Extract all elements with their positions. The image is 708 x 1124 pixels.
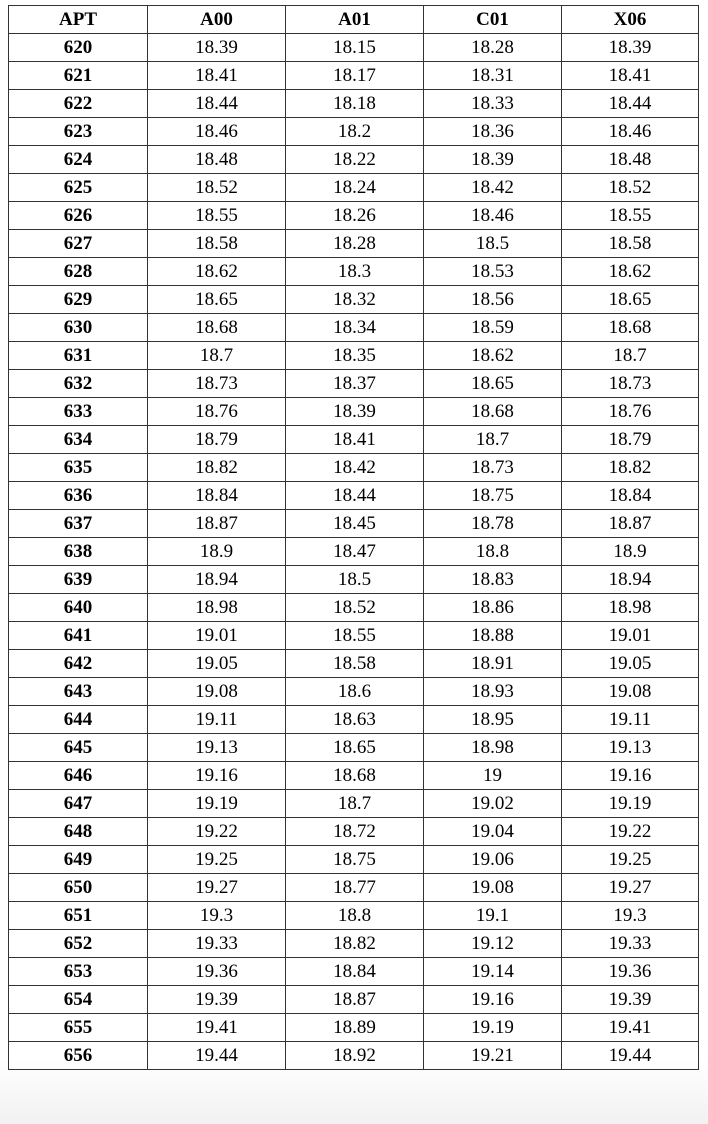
cell-x06: 19.08: [562, 678, 699, 706]
cell-a00: 19.08: [148, 678, 286, 706]
cell-x06: 18.62: [562, 258, 699, 286]
cell-a00: 18.55: [148, 202, 286, 230]
cell-x06: 19.33: [562, 930, 699, 958]
cell-apt: 644: [9, 706, 148, 734]
cell-a01: 18.28: [286, 230, 424, 258]
cell-apt: 620: [9, 34, 148, 62]
cell-apt: 641: [9, 622, 148, 650]
cell-a00: 18.9: [148, 538, 286, 566]
cell-apt: 640: [9, 594, 148, 622]
cell-a01: 18.2: [286, 118, 424, 146]
cell-a01: 18.3: [286, 258, 424, 286]
cell-a00: 19.25: [148, 846, 286, 874]
table-row: [9, 174, 699, 202]
header-row: [9, 6, 699, 34]
cell-x06: 18.65: [562, 286, 699, 314]
table-row: [9, 202, 699, 230]
cell-a01: 18.58: [286, 650, 424, 678]
table-row: [9, 230, 699, 258]
cell-c01: 18.91: [424, 650, 562, 678]
cell-a01: 18.5: [286, 566, 424, 594]
cell-a01: 18.68: [286, 762, 424, 790]
cell-a00: 19.19: [148, 790, 286, 818]
cell-x06: 19.01: [562, 622, 699, 650]
table-header: [9, 6, 699, 34]
cell-x06: 19.44: [562, 1042, 699, 1070]
cell-apt: 647: [9, 790, 148, 818]
cell-x06: 18.76: [562, 398, 699, 426]
cell-apt: 638: [9, 538, 148, 566]
cell-x06: 19.05: [562, 650, 699, 678]
cell-c01: 18.98: [424, 734, 562, 762]
table-row: [9, 146, 699, 174]
cell-apt: 655: [9, 1014, 148, 1042]
cell-apt: 630: [9, 314, 148, 342]
cell-a01: 18.47: [286, 538, 424, 566]
cell-apt: 628: [9, 258, 148, 286]
cell-apt: 654: [9, 986, 148, 1014]
cell-a00: 19.01: [148, 622, 286, 650]
table-row: [9, 874, 699, 902]
cell-a01: 18.6: [286, 678, 424, 706]
cell-apt: 649: [9, 846, 148, 874]
header-apt: APT: [9, 6, 148, 34]
cell-apt: 645: [9, 734, 148, 762]
table-row: [9, 678, 699, 706]
cell-apt: 656: [9, 1042, 148, 1070]
table-row: [9, 62, 699, 90]
table-row: [9, 818, 699, 846]
cell-x06: 19.3: [562, 902, 699, 930]
cell-x06: 18.55: [562, 202, 699, 230]
cell-a00: 18.79: [148, 426, 286, 454]
cell-a00: 19.3: [148, 902, 286, 930]
cell-a01: 18.17: [286, 62, 424, 90]
table-row: [9, 426, 699, 454]
cell-a01: 18.39: [286, 398, 424, 426]
cell-a01: 18.63: [286, 706, 424, 734]
cell-c01: 18.31: [424, 62, 562, 90]
cell-x06: 19.25: [562, 846, 699, 874]
header-c01: C01: [424, 6, 562, 34]
cell-x06: 18.7: [562, 342, 699, 370]
cell-a01: 18.32: [286, 286, 424, 314]
table-row: [9, 538, 699, 566]
table-row: [9, 930, 699, 958]
table-row: [9, 594, 699, 622]
cell-x06: 19.36: [562, 958, 699, 986]
cell-x06: 18.48: [562, 146, 699, 174]
cell-a00: 18.39: [148, 34, 286, 62]
cell-c01: 18.8: [424, 538, 562, 566]
cell-a00: 19.41: [148, 1014, 286, 1042]
table-row: [9, 846, 699, 874]
table-row: [9, 314, 699, 342]
table-row: [9, 1042, 699, 1070]
table-row: [9, 566, 699, 594]
cell-a01: 18.45: [286, 510, 424, 538]
cell-a01: 18.72: [286, 818, 424, 846]
cell-apt: 627: [9, 230, 148, 258]
cell-a00: 18.84: [148, 482, 286, 510]
cell-a01: 18.92: [286, 1042, 424, 1070]
table-row: [9, 90, 699, 118]
cell-apt: 650: [9, 874, 148, 902]
cell-c01: 19: [424, 762, 562, 790]
table-row: [9, 398, 699, 426]
cell-a01: 18.37: [286, 370, 424, 398]
cell-x06: 18.73: [562, 370, 699, 398]
cell-x06: 18.68: [562, 314, 699, 342]
cell-x06: 18.84: [562, 482, 699, 510]
table-row: [9, 454, 699, 482]
table-row: [9, 762, 699, 790]
cell-x06: 19.13: [562, 734, 699, 762]
cell-apt: 639: [9, 566, 148, 594]
cell-c01: 18.95: [424, 706, 562, 734]
cell-a01: 18.15: [286, 34, 424, 62]
cell-c01: 19.12: [424, 930, 562, 958]
cell-a01: 18.89: [286, 1014, 424, 1042]
cell-a00: 18.44: [148, 90, 286, 118]
cell-apt: 652: [9, 930, 148, 958]
cell-x06: 19.39: [562, 986, 699, 1014]
table-row: [9, 622, 699, 650]
table-row: [9, 510, 699, 538]
table-row: [9, 1014, 699, 1042]
cell-c01: 18.83: [424, 566, 562, 594]
cell-apt: 631: [9, 342, 148, 370]
cell-a01: 18.52: [286, 594, 424, 622]
cell-c01: 18.59: [424, 314, 562, 342]
cell-a00: 18.52: [148, 174, 286, 202]
cell-a01: 18.84: [286, 958, 424, 986]
cell-x06: 19.41: [562, 1014, 699, 1042]
cell-c01: 19.16: [424, 986, 562, 1014]
cell-apt: 643: [9, 678, 148, 706]
table-row: [9, 902, 699, 930]
cell-x06: 18.52: [562, 174, 699, 202]
cell-c01: 18.78: [424, 510, 562, 538]
cell-c01: 18.86: [424, 594, 562, 622]
cell-a00: 19.39: [148, 986, 286, 1014]
cell-apt: 626: [9, 202, 148, 230]
cell-a01: 18.44: [286, 482, 424, 510]
cell-a01: 18.42: [286, 454, 424, 482]
cell-c01: 19.14: [424, 958, 562, 986]
cell-a01: 18.7: [286, 790, 424, 818]
cell-a00: 18.58: [148, 230, 286, 258]
cell-apt: 637: [9, 510, 148, 538]
cell-a00: 19.44: [148, 1042, 286, 1070]
cell-a00: 18.82: [148, 454, 286, 482]
cell-a01: 18.41: [286, 426, 424, 454]
table-row: [9, 790, 699, 818]
table-row: [9, 370, 699, 398]
table-row: [9, 286, 699, 314]
cell-a01: 18.82: [286, 930, 424, 958]
cell-a01: 18.35: [286, 342, 424, 370]
cell-c01: 18.56: [424, 286, 562, 314]
table-row: [9, 482, 699, 510]
cell-a01: 18.77: [286, 874, 424, 902]
cell-a00: 18.7: [148, 342, 286, 370]
cell-x06: 18.82: [562, 454, 699, 482]
cell-a00: 18.65: [148, 286, 286, 314]
cell-a00: 18.46: [148, 118, 286, 146]
cell-apt: 624: [9, 146, 148, 174]
cell-x06: 19.22: [562, 818, 699, 846]
header-a01: A01: [286, 6, 424, 34]
cell-a00: 18.48: [148, 146, 286, 174]
cell-c01: 18.39: [424, 146, 562, 174]
table-row: [9, 258, 699, 286]
cell-c01: 19.1: [424, 902, 562, 930]
table-row: [9, 342, 699, 370]
cell-c01: 19.06: [424, 846, 562, 874]
cell-c01: 19.02: [424, 790, 562, 818]
cell-c01: 18.7: [424, 426, 562, 454]
cell-x06: 18.46: [562, 118, 699, 146]
cell-a01: 18.8: [286, 902, 424, 930]
cell-a01: 18.22: [286, 146, 424, 174]
cell-c01: 19.04: [424, 818, 562, 846]
cell-x06: 18.9: [562, 538, 699, 566]
table-row: [9, 118, 699, 146]
cell-a00: 18.98: [148, 594, 286, 622]
cell-apt: 621: [9, 62, 148, 90]
cell-a01: 18.87: [286, 986, 424, 1014]
cell-a01: 18.75: [286, 846, 424, 874]
cell-a00: 19.11: [148, 706, 286, 734]
cell-apt: 653: [9, 958, 148, 986]
cell-x06: 18.44: [562, 90, 699, 118]
cell-c01: 18.68: [424, 398, 562, 426]
table-row: [9, 34, 699, 62]
cell-a00: 18.94: [148, 566, 286, 594]
header-a00: A00: [148, 6, 286, 34]
cell-c01: 18.28: [424, 34, 562, 62]
cell-a00: 19.33: [148, 930, 286, 958]
cell-x06: 18.79: [562, 426, 699, 454]
cell-apt: 642: [9, 650, 148, 678]
cell-a00: 19.22: [148, 818, 286, 846]
table-row: [9, 706, 699, 734]
cell-apt: 648: [9, 818, 148, 846]
cell-c01: 18.75: [424, 482, 562, 510]
cell-x06: 19.27: [562, 874, 699, 902]
cell-a00: 18.62: [148, 258, 286, 286]
cell-apt: 635: [9, 454, 148, 482]
cell-c01: 18.88: [424, 622, 562, 650]
cell-c01: 18.73: [424, 454, 562, 482]
cell-c01: 18.5: [424, 230, 562, 258]
cell-a00: 19.13: [148, 734, 286, 762]
header-x06: X06: [562, 6, 699, 34]
cell-apt: 632: [9, 370, 148, 398]
cell-apt: 625: [9, 174, 148, 202]
cell-apt: 633: [9, 398, 148, 426]
cell-apt: 623: [9, 118, 148, 146]
cell-a01: 18.18: [286, 90, 424, 118]
cell-c01: 19.21: [424, 1042, 562, 1070]
cell-x06: 19.19: [562, 790, 699, 818]
cell-x06: 18.98: [562, 594, 699, 622]
cell-a01: 18.24: [286, 174, 424, 202]
cell-a00: 18.76: [148, 398, 286, 426]
table-row: [9, 958, 699, 986]
cell-c01: 18.53: [424, 258, 562, 286]
cell-a01: 18.26: [286, 202, 424, 230]
cell-c01: 19.08: [424, 874, 562, 902]
cell-a00: 18.41: [148, 62, 286, 90]
cell-c01: 18.62: [424, 342, 562, 370]
cell-a00: 18.87: [148, 510, 286, 538]
cell-c01: 18.65: [424, 370, 562, 398]
cell-x06: 18.94: [562, 566, 699, 594]
cell-x06: 18.41: [562, 62, 699, 90]
cell-apt: 646: [9, 762, 148, 790]
cell-apt: 636: [9, 482, 148, 510]
cell-a01: 18.34: [286, 314, 424, 342]
cell-c01: 18.36: [424, 118, 562, 146]
cell-x06: 18.39: [562, 34, 699, 62]
cell-x06: 18.87: [562, 510, 699, 538]
cell-a00: 18.68: [148, 314, 286, 342]
cell-x06: 18.58: [562, 230, 699, 258]
cell-a00: 19.16: [148, 762, 286, 790]
cell-c01: 18.46: [424, 202, 562, 230]
cell-c01: 19.19: [424, 1014, 562, 1042]
table-row: [9, 986, 699, 1014]
cell-x06: 19.16: [562, 762, 699, 790]
cell-apt: 651: [9, 902, 148, 930]
cell-a00: 18.73: [148, 370, 286, 398]
cell-apt: 622: [9, 90, 148, 118]
apt-values-table: [8, 5, 699, 1070]
cell-c01: 18.42: [424, 174, 562, 202]
table-row: [9, 734, 699, 762]
cell-c01: 18.93: [424, 678, 562, 706]
cell-a00: 19.27: [148, 874, 286, 902]
cell-a00: 19.36: [148, 958, 286, 986]
cell-apt: 629: [9, 286, 148, 314]
cell-x06: 19.11: [562, 706, 699, 734]
table-row: [9, 650, 699, 678]
cell-a00: 19.05: [148, 650, 286, 678]
table-body: [9, 34, 699, 1070]
cell-a01: 18.55: [286, 622, 424, 650]
cell-apt: 634: [9, 426, 148, 454]
cell-c01: 18.33: [424, 90, 562, 118]
cell-a01: 18.65: [286, 734, 424, 762]
